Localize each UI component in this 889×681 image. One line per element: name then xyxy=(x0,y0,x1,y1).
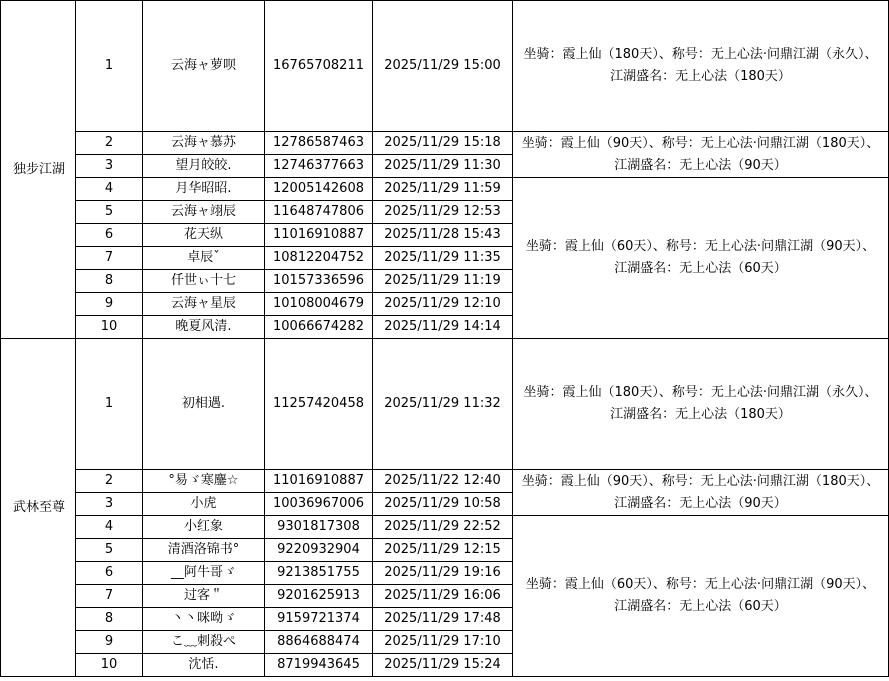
player-name-cell: 晚夏风清. xyxy=(143,316,265,339)
player-name-cell: 仟世ぃ十七 xyxy=(143,270,265,293)
player-name-cell: 花天纵 xyxy=(143,224,265,247)
rank-cell: 9 xyxy=(76,293,143,316)
time-cell: 2025/11/29 11:35 xyxy=(373,247,513,270)
player-id-cell: 11648747806 xyxy=(265,201,373,224)
player-name-cell: 卓辰ˇ xyxy=(143,247,265,270)
reward-line: 江湖盛名：无上心法（90天） xyxy=(614,495,787,511)
table-row xyxy=(1,516,889,539)
player-id-cell: 11257420458 xyxy=(265,339,373,470)
time-cell: 2025/11/29 17:10 xyxy=(373,631,513,654)
player-name-cell: 小红象 xyxy=(143,516,265,539)
player-name-cell: 小虎 xyxy=(143,493,265,516)
rank-cell: 2 xyxy=(76,132,143,155)
time-cell: 2025/11/28 15:43 xyxy=(373,224,513,247)
table-row xyxy=(1,1,889,132)
reward-line: 坐骑：霞上仙（60天）、称号：无上心法·问鼎江湖（90天）、 xyxy=(525,577,876,592)
rank-cell: 7 xyxy=(76,247,143,270)
rank-cell: 10 xyxy=(76,654,143,677)
player-name-cell: 云海ャ慕苏 xyxy=(143,132,265,155)
time-cell: 2025/11/29 15:24 xyxy=(373,654,513,677)
time-cell: 2025/11/29 15:00 xyxy=(373,1,513,132)
category-cell: 武林至尊 xyxy=(1,339,76,677)
player-id-cell: 11016910887 xyxy=(265,224,373,247)
reward-cell xyxy=(513,339,889,470)
player-id-cell: 9201625913 xyxy=(265,585,373,608)
rank-cell: 8 xyxy=(76,270,143,293)
player-id-cell: 9220932904 xyxy=(265,539,373,562)
time-cell: 2025/11/29 15:18 xyxy=(373,132,513,155)
table-row xyxy=(1,470,889,493)
rank-cell: 4 xyxy=(76,516,143,539)
reward-line: 坐骑：霞上仙（90天）、称号：无上心法·问鼎江湖（180天）、 xyxy=(521,473,880,489)
player-name-cell: __阿牛哥ゞ xyxy=(143,562,265,585)
player-id-cell: 10157336596 xyxy=(265,270,373,293)
rank-cell: 4 xyxy=(76,178,143,201)
player-id-cell: 8864688474 xyxy=(265,631,373,654)
player-name-cell: °易ゞ寒鏖☆ xyxy=(143,470,265,493)
time-cell: 2025/11/29 11:30 xyxy=(373,155,513,178)
reward-cell xyxy=(513,178,889,339)
rank-cell: 9 xyxy=(76,631,143,654)
time-cell: 2025/11/22 12:40 xyxy=(373,470,513,493)
player-id-cell: 10036967006 xyxy=(265,493,373,516)
reward-line: 江湖盛名：无上心法（180天） xyxy=(610,407,791,422)
player-name-cell: 丶丶咪呦ゞ xyxy=(143,608,265,631)
player-id-cell: 9159721374 xyxy=(265,608,373,631)
time-cell: 2025/11/29 19:16 xyxy=(373,562,513,585)
time-cell: 2025/11/29 10:58 xyxy=(373,493,513,516)
rank-cell: 3 xyxy=(76,155,143,178)
time-cell: 2025/11/29 17:48 xyxy=(373,608,513,631)
player-name-cell: 沈恬. xyxy=(143,654,265,677)
player-id-cell: 12746377663 xyxy=(265,155,373,178)
reward-line: 江湖盛名：无上心法（60天） xyxy=(614,261,787,276)
rank-cell: 1 xyxy=(76,339,143,470)
time-cell: 2025/11/29 11:59 xyxy=(373,178,513,201)
rank-cell: 5 xyxy=(76,201,143,224)
player-name-cell: 清酒洛锦书° xyxy=(143,539,265,562)
rank-cell: 5 xyxy=(76,539,143,562)
table-row xyxy=(1,339,889,470)
rank-cell: 7 xyxy=(76,585,143,608)
category-cell: 独步江湖 xyxy=(1,1,76,339)
player-id-cell: 9213851755 xyxy=(265,562,373,585)
player-name-cell: 初相遇. xyxy=(143,339,265,470)
reward-line: 江湖盛名：无上心法（180天） xyxy=(610,69,791,84)
player-name-cell: 云海ャ星辰 xyxy=(143,293,265,316)
player-id-cell: 9301817308 xyxy=(265,516,373,539)
reward-cell xyxy=(513,470,889,516)
player-name-cell: 望月皎皎. xyxy=(143,155,265,178)
reward-line: 坐骑：霞上仙（60天）、称号：无上心法·问鼎江湖（90天）、 xyxy=(525,239,876,254)
rank-cell: 1 xyxy=(76,1,143,132)
reward-line: 坐骑：霞上仙（180天）、称号：无上心法·问鼎江湖（永久）、 xyxy=(523,385,878,400)
reward-line: 坐骑：霞上仙（180天）、称号：无上心法·问鼎江湖（永久）、 xyxy=(523,47,878,62)
player-id-cell: 11016910887 xyxy=(265,470,373,493)
player-name-cell: 月华昭昭. xyxy=(143,178,265,201)
player-id-cell: 10066674282 xyxy=(265,316,373,339)
rank-cell: 6 xyxy=(76,224,143,247)
reward-line: 坐骑：霞上仙（90天）、称号：无上心法·问鼎江湖（180天）、 xyxy=(521,135,880,151)
reward-line: 江湖盛名：无上心法（90天） xyxy=(614,157,787,173)
time-cell: 2025/11/29 12:15 xyxy=(373,539,513,562)
table-row xyxy=(1,178,889,201)
player-name-cell: 云海ャ翊辰 xyxy=(143,201,265,224)
time-cell: 2025/11/29 12:10 xyxy=(373,293,513,316)
player-id-cell: 10108004679 xyxy=(265,293,373,316)
time-cell: 2025/11/29 22:52 xyxy=(373,516,513,539)
player-id-cell: 8719943645 xyxy=(265,654,373,677)
rank-cell: 8 xyxy=(76,608,143,631)
time-cell: 2025/11/29 16:06 xyxy=(373,585,513,608)
player-id-cell: 16765708211 xyxy=(265,1,373,132)
player-name-cell: 云海ャ萝呗 xyxy=(143,1,265,132)
player-id-cell: 12786587463 xyxy=(265,132,373,155)
player-id-cell: 10812204752 xyxy=(265,247,373,270)
time-cell: 2025/11/29 11:32 xyxy=(373,339,513,470)
rank-cell: 2 xyxy=(76,470,143,493)
time-cell: 2025/11/29 14:14 xyxy=(373,316,513,339)
time-cell: 2025/11/29 11:19 xyxy=(373,270,513,293)
rank-cell: 3 xyxy=(76,493,143,516)
table-row xyxy=(1,132,889,155)
player-name-cell: こ﹏刺殺ぺ xyxy=(143,631,265,654)
reward-cell xyxy=(513,1,889,132)
rank-cell: 10 xyxy=(76,316,143,339)
reward-cell xyxy=(513,132,889,178)
reward-line: 江湖盛名：无上心法（60天） xyxy=(614,599,787,614)
rank-cell: 6 xyxy=(76,562,143,585)
player-name-cell: 过客＂ xyxy=(143,585,265,608)
time-cell: 2025/11/29 12:53 xyxy=(373,201,513,224)
player-id-cell: 12005142608 xyxy=(265,178,373,201)
reward-cell xyxy=(513,516,889,677)
